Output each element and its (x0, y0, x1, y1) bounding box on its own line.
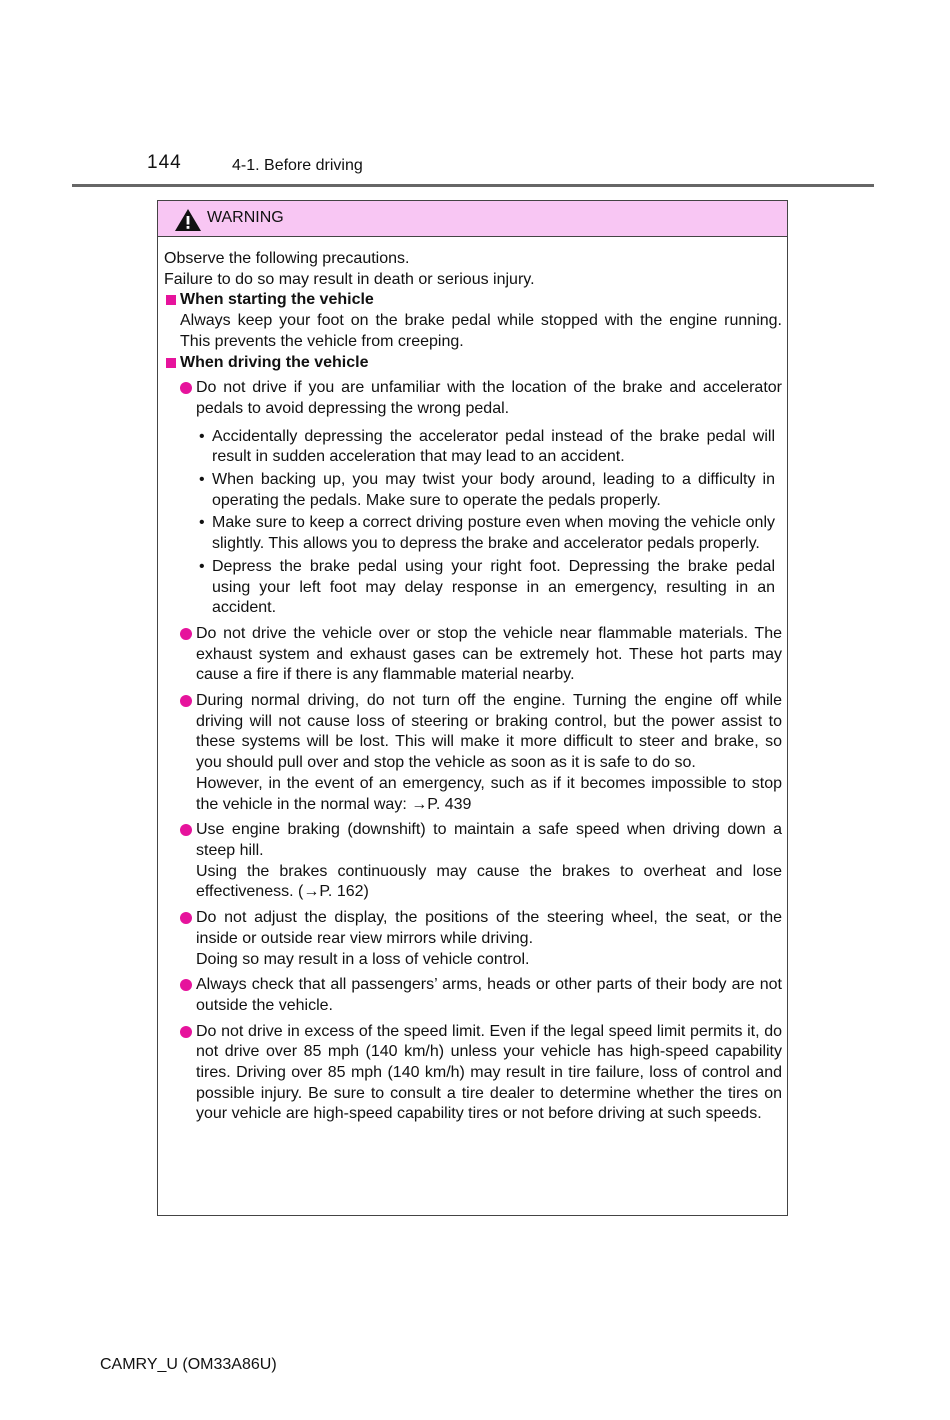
warning-header (158, 201, 787, 237)
bullet-dot-icon (180, 628, 192, 640)
bullet-item (164, 1022, 782, 1126)
bullet-item (164, 691, 782, 815)
bullet-text: Do not drive if you are unfamiliar with the location of the brake and accelerator pedals to avoid depressing the wrong pedal. (196, 379, 782, 417)
bullet-text: Use engine braking (downshift) to maintain a safe speed when driving down a steep hill. (196, 821, 782, 859)
bullet-text: Do not adjust the display, the positions of the steering wheel, the seat, or the inside or outside rear view mirrors while driving. (196, 909, 782, 947)
bullet-text: Always check that all passengers’ arms, heads or other parts of their body are not outside the vehicle. (196, 976, 782, 1014)
driving-heading: When driving the vehicle (164, 353, 782, 374)
bullet-dot-icon (180, 1026, 192, 1038)
sub-bullet-item (164, 427, 782, 468)
bullet-text: Do not drive in excess of the speed limit. Even if the legal speed limit permits it, do not drive over 85 mph (140 km/h) unless your vehicle has high-speed capability tires. Driving over 85 mph (140 km/h) may result in tire failure, loss of control and possible injury. Be sure to consult a tire dealer to determine whether the tires on your vehicle are high-speed capability tires or not before driving at such speeds. (196, 1022, 782, 1123)
warning-box (157, 200, 788, 1216)
warning-body (164, 249, 782, 1125)
bullet-item (164, 820, 782, 903)
bullet-dot-icon (180, 912, 192, 924)
bullet-item (164, 624, 782, 686)
bullet-dot-icon (180, 824, 192, 836)
bullet-item (164, 975, 782, 1016)
bullet-extra-text: Doing so may result in a loss of vehicle control. (196, 950, 530, 968)
bullet-dot-icon (180, 695, 192, 707)
bullet-extra-text: Using the brakes continuously may cause the brakes to overheat and lose effectiveness. (→P. 162) (196, 862, 782, 901)
section-title: 4-1. Before driving (232, 157, 363, 174)
header-rule (72, 184, 874, 187)
bullet-text: Do not drive the vehicle over or stop the vehicle near flammable materials. The exhaust system and exhaust gases can be extremely hot. These hot parts may cause a fire if there is any flammable material nearby. (196, 624, 782, 684)
bullet-extra-text: However, in the event of an emergency, such as if it becomes impossible to stop the vehicle in the normal way: →P. 439 (196, 774, 782, 813)
warning-title: WARNING (207, 209, 284, 226)
sub-bullet-text: Make sure to keep a correct driving posture even when moving the vehicle only slightly. This allows you to depress the brake and accelerator pedals properly. (212, 514, 775, 553)
sub-bullet-text: When backing up, you may twist your body around, leading to a difficulty in operating the pedals. Make sure to operate the pedals properly. (212, 471, 775, 509)
sub-bullet-text: Accidentally depressing the accelerator pedal instead of the brake pedal will result in sudden acceleration that may lead to an accident. (212, 427, 775, 466)
bullet-dot-icon (180, 979, 192, 991)
intro-line: Failure to do so may result in death or serious injury. (164, 270, 535, 288)
bullet-text: During normal driving, do not turn off the engine. Turning the engine off while driving will not cause loss of steering or braking control, but the power assist to these systems will be lost. This will make it more difficult to steer and brake, so you should pull over and stop the vehicle as soon as it is safe to do so. (196, 692, 782, 772)
intro-line: Observe the following precautions. (164, 250, 410, 267)
starting-heading: When starting the vehicle (164, 290, 782, 311)
bullet-dot-icon (180, 382, 192, 394)
sub-bullet-dot-icon: • (199, 471, 205, 489)
sub-bullet-dot-icon: • (199, 427, 205, 445)
page-number: 144 (147, 152, 182, 173)
sub-bullet-item (164, 470, 782, 511)
sub-bullet-dot-icon: • (199, 557, 205, 575)
warning-triangle-icon (174, 208, 202, 232)
bullet-item (164, 908, 782, 970)
sub-bullet-item (164, 513, 782, 554)
starting-text: Always keep your foot on the brake pedal while stopped with the engine running. This prevents the vehicle from creeping. (180, 312, 782, 350)
bullet-item (164, 378, 782, 419)
footer-doc-code: CAMRY_U (OM33A86U) (100, 1356, 277, 1373)
sub-bullet-item (164, 557, 782, 619)
sub-bullet-dot-icon: • (199, 514, 205, 532)
sub-bullet-text: Depress the brake pedal using your right foot. Depressing the brake pedal using your left foot may delay response in an emergency, resulting in an accident. (212, 557, 775, 617)
